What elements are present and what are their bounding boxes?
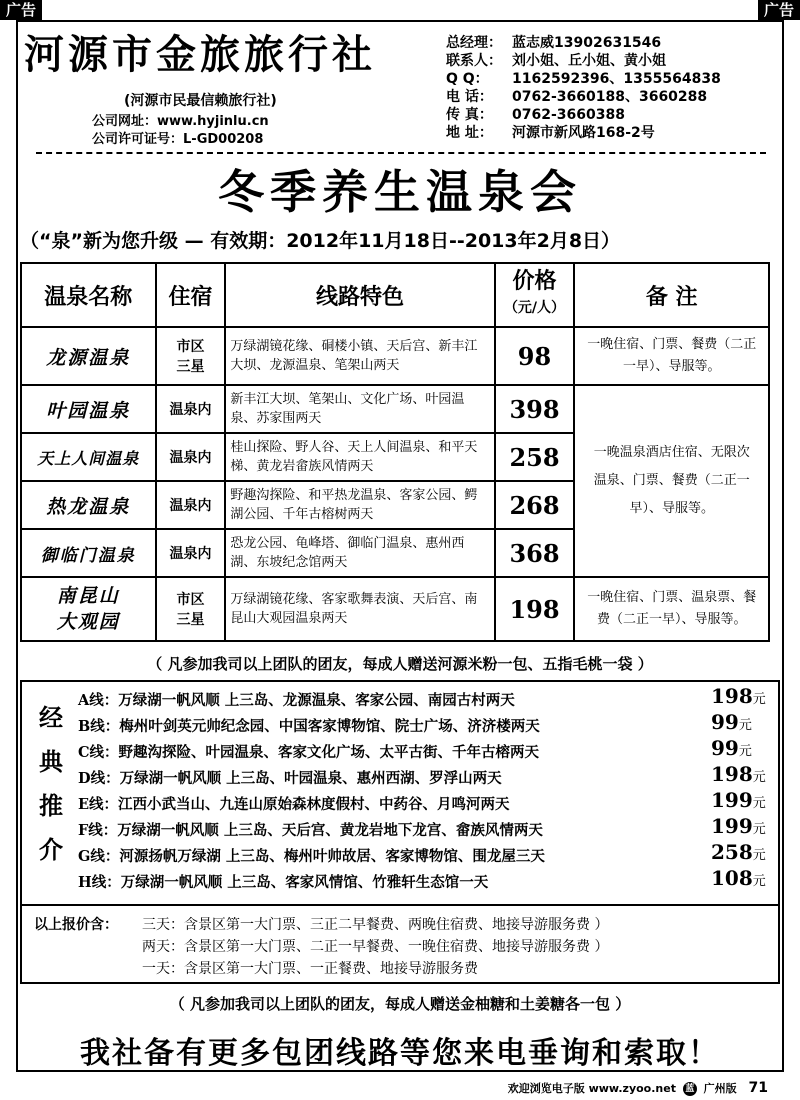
route-features: 万绿湖镜花缘、硐楼小镇、天后宫、新丰江大坝、龙源温泉、笔架山两天 <box>225 327 494 385</box>
spring-name: 南昆山 大观园 <box>21 577 156 641</box>
classic-route: G线：河源扬帆万绿湖 上三岛、梅州叶帅故居、客家博物馆、围龙屋三天 <box>78 848 545 865</box>
classic-price <box>711 788 766 812</box>
stay-type: 温泉内 <box>156 529 226 577</box>
price-unit: 元 <box>752 796 766 811</box>
contact-label: Q Q： <box>446 71 489 87</box>
company-website <box>92 110 269 129</box>
route-features: 恐龙公园、龟峰塔、御临门温泉、惠州西湖、东坡纪念馆两天 <box>225 529 494 577</box>
classic-line <box>78 686 778 712</box>
contact-value: 河源市新风路168-2号 <box>512 125 655 141</box>
includes-item: 三天：含景区第一大门票、三正二早餐费、两晚住宿费、地接导游服务费 ） <box>142 917 609 933</box>
stay-type: 温泉内 <box>156 385 226 433</box>
price-includes-box <box>20 906 780 984</box>
classic-label <box>36 696 66 872</box>
classic-line <box>78 816 778 842</box>
contact-value: 蓝志威13902631546 <box>512 35 662 51</box>
classic-price-value: 99 <box>711 710 739 734</box>
price: 198 <box>495 577 575 641</box>
table-row <box>21 385 769 433</box>
includes-item: 一天：含景区第一大门票、一正餐费、地接导游服务费 <box>142 961 478 977</box>
headline: 冬季养生温泉会 <box>218 165 582 219</box>
classic-price-value: 258 <box>711 840 753 864</box>
header-price-unit: （元/人） <box>503 300 566 316</box>
classic-route: C线：野趣沟探险、叶园温泉、客家文化广场、太平古街、千年古榕两天 <box>78 744 540 761</box>
contact-label: 传 真： <box>446 107 493 123</box>
contact-qq <box>446 70 721 88</box>
price: 398 <box>495 385 575 433</box>
spring-name: 天上人间温泉 <box>21 433 156 481</box>
classic-route: A线：万绿湖一帆风顺 上三岛、龙源温泉、客家公园、南园古村两天 <box>78 692 515 709</box>
header-note: 备 注 <box>574 263 769 327</box>
stay-type: 市区 三星 <box>156 577 226 641</box>
classic-route: F线：万绿湖一帆风顺 上三岛、天后宫、黄龙岩地下龙宫、畲族风情两天 <box>78 822 543 839</box>
spring-name: 叶园温泉 <box>21 385 156 433</box>
classic-line <box>78 790 778 816</box>
stay-type: 温泉内 <box>156 433 226 481</box>
gift-note-2: （ 凡参加我司以上团队的团友，每成人赠送金柚糖和土姜糖各一包 ） <box>169 995 631 1013</box>
includes-item: 两天：含景区第一大门票、二正一早餐费、一晚住宿费、地接导游服务费 ） <box>142 939 609 955</box>
price-unit: 元 <box>738 718 752 733</box>
price: 268 <box>495 481 575 529</box>
classic-price <box>711 840 766 864</box>
note: 一晚住宿、门票、温泉票、餐费（二正一早）、导服等。 <box>574 577 769 641</box>
classic-line <box>78 842 778 868</box>
price-unit: 元 <box>738 744 752 759</box>
stay-type: 市区 三星 <box>156 327 226 385</box>
header-route: 线路特色 <box>225 263 494 327</box>
route-features: 万绿湖镜花缘、客家歌舞表演、天后宫、南昆山大观园温泉两天 <box>225 577 494 641</box>
classic-line <box>78 868 778 894</box>
route-features: 新丰江大坝、笔架山、文化广场、叶园温泉、苏家围两天 <box>225 385 494 433</box>
price-unit: 元 <box>752 770 766 785</box>
route-features: 野趣沟探险、和平热龙温泉、客家公园、鳄湖公园、千年古榕树两天 <box>225 481 494 529</box>
contact-label: 地 址： <box>446 125 493 141</box>
ad-tag-left: 广告 <box>0 0 42 20</box>
classic-route: H线：万绿湖一帆风顺 上三岛、客家风情馆、竹雅轩生态馆一天 <box>78 874 489 891</box>
classic-line <box>78 738 778 764</box>
page-footer <box>508 1080 768 1096</box>
classic-price <box>711 762 766 786</box>
divider <box>36 152 766 154</box>
header-name: 温泉名称 <box>21 263 156 327</box>
classic-label-char: 推 <box>39 791 63 820</box>
note: 一晚温泉酒店住宿、无限次温泉、门票、餐费（二正一早）、导服等。 <box>574 385 769 577</box>
brand-logo-icon: 蓝 <box>683 1082 697 1096</box>
classic-route: D线：万绿湖一帆风顺 上三岛、叶园温泉、惠州西湖、罗浮山两天 <box>78 770 502 787</box>
classic-price-value: 198 <box>711 684 753 708</box>
license-label: 公司许可证号： <box>92 132 184 147</box>
price: 258 <box>495 433 575 481</box>
spring-name: 御临门温泉 <box>21 529 156 577</box>
company-slogan: (河源市民最信赖旅行社) <box>124 93 277 109</box>
price: 98 <box>495 327 575 385</box>
contact-value: 0762-3660388 <box>512 107 625 123</box>
spring-name: 龙源温泉 <box>21 327 156 385</box>
contact-fax <box>446 106 625 124</box>
validity-period: （“泉”新为您升级 — 有效期：2012年11月18日--2013年2月8日） <box>20 230 621 252</box>
license-value: L-GD00208 <box>183 132 264 147</box>
classic-price <box>711 710 752 734</box>
contact-label: 联系人： <box>446 53 502 69</box>
classic-route: E线：江西小武当山、九连山原始森林度假村、中药谷、月鸣河两天 <box>78 796 510 813</box>
classic-line <box>78 712 778 738</box>
contact-value: 刘小姐、丘小姐、黄小姐 <box>512 53 666 69</box>
contact-person <box>446 52 666 70</box>
spring-name: 热龙温泉 <box>21 481 156 529</box>
table-row <box>21 327 769 385</box>
classic-label-char: 介 <box>39 835 63 864</box>
header-stay: 住宿 <box>156 263 226 327</box>
price-unit: 元 <box>752 848 766 863</box>
website-value[interactable]: www.hyjinlu.cn <box>157 114 269 129</box>
classic-route: B线：梅州叶剑英元帅纪念园、中国客家博物馆、院士广场、济济楼两天 <box>78 718 540 735</box>
classic-price-value: 199 <box>711 814 753 838</box>
table-row <box>21 577 769 641</box>
classic-price <box>711 814 766 838</box>
header-price-label: 价格 <box>512 269 557 294</box>
contact-value: 1162592396、1355564838 <box>512 71 721 87</box>
contact-label: 电 话： <box>446 89 493 105</box>
contact-address <box>446 124 655 142</box>
table-header-row <box>21 263 769 327</box>
footer-text: 欢迎浏览电子版 www.zyoo.net <box>507 1082 676 1095</box>
company-license <box>92 128 263 147</box>
page-number: 71 <box>748 1080 768 1096</box>
classic-routes-box <box>20 680 780 906</box>
stay-type: 温泉内 <box>156 481 226 529</box>
company-name: 河源市金旅旅行社 <box>24 32 376 78</box>
price: 368 <box>495 529 575 577</box>
classic-line <box>78 764 778 790</box>
ad-tag-right: 广告 <box>758 0 800 20</box>
contact-manager <box>446 34 661 52</box>
classic-price-value: 108 <box>711 866 753 890</box>
classic-price <box>711 866 766 890</box>
note: 一晚住宿、门票、餐费（二正一早）、导服等。 <box>574 327 769 385</box>
includes-title: 以上报价含： <box>34 917 118 933</box>
classic-price <box>711 736 752 760</box>
classic-price-value: 198 <box>711 762 753 786</box>
website-label: 公司网址： <box>92 114 158 129</box>
contact-value: 0762-3660188、3660288 <box>512 89 708 105</box>
header-price <box>495 263 575 327</box>
price-unit: 元 <box>752 874 766 889</box>
footer-edition: 广州版 <box>703 1082 737 1095</box>
hot-spring-table <box>20 262 770 642</box>
route-features: 桂山探险、野人谷、天上人间温泉、和平天梯、黄龙岩畲族风情两天 <box>225 433 494 481</box>
gift-note-1: （ 凡参加我司以上团队的团友，每成人赠送河源米粉一包、五指毛桃一袋 ） <box>147 655 653 673</box>
price-unit: 元 <box>752 692 766 707</box>
closing-slogan: 我社备有更多包团线路等您来电垂询和索取！ <box>80 1036 720 1071</box>
contact-phone <box>446 88 707 106</box>
classic-price <box>711 684 766 708</box>
price-unit: 元 <box>752 822 766 837</box>
classic-label-char: 经 <box>39 703 63 732</box>
classic-price-value: 99 <box>711 736 739 760</box>
contact-label: 总经理： <box>446 35 502 51</box>
classic-price-value: 199 <box>711 788 753 812</box>
classic-label-char: 典 <box>39 747 63 776</box>
